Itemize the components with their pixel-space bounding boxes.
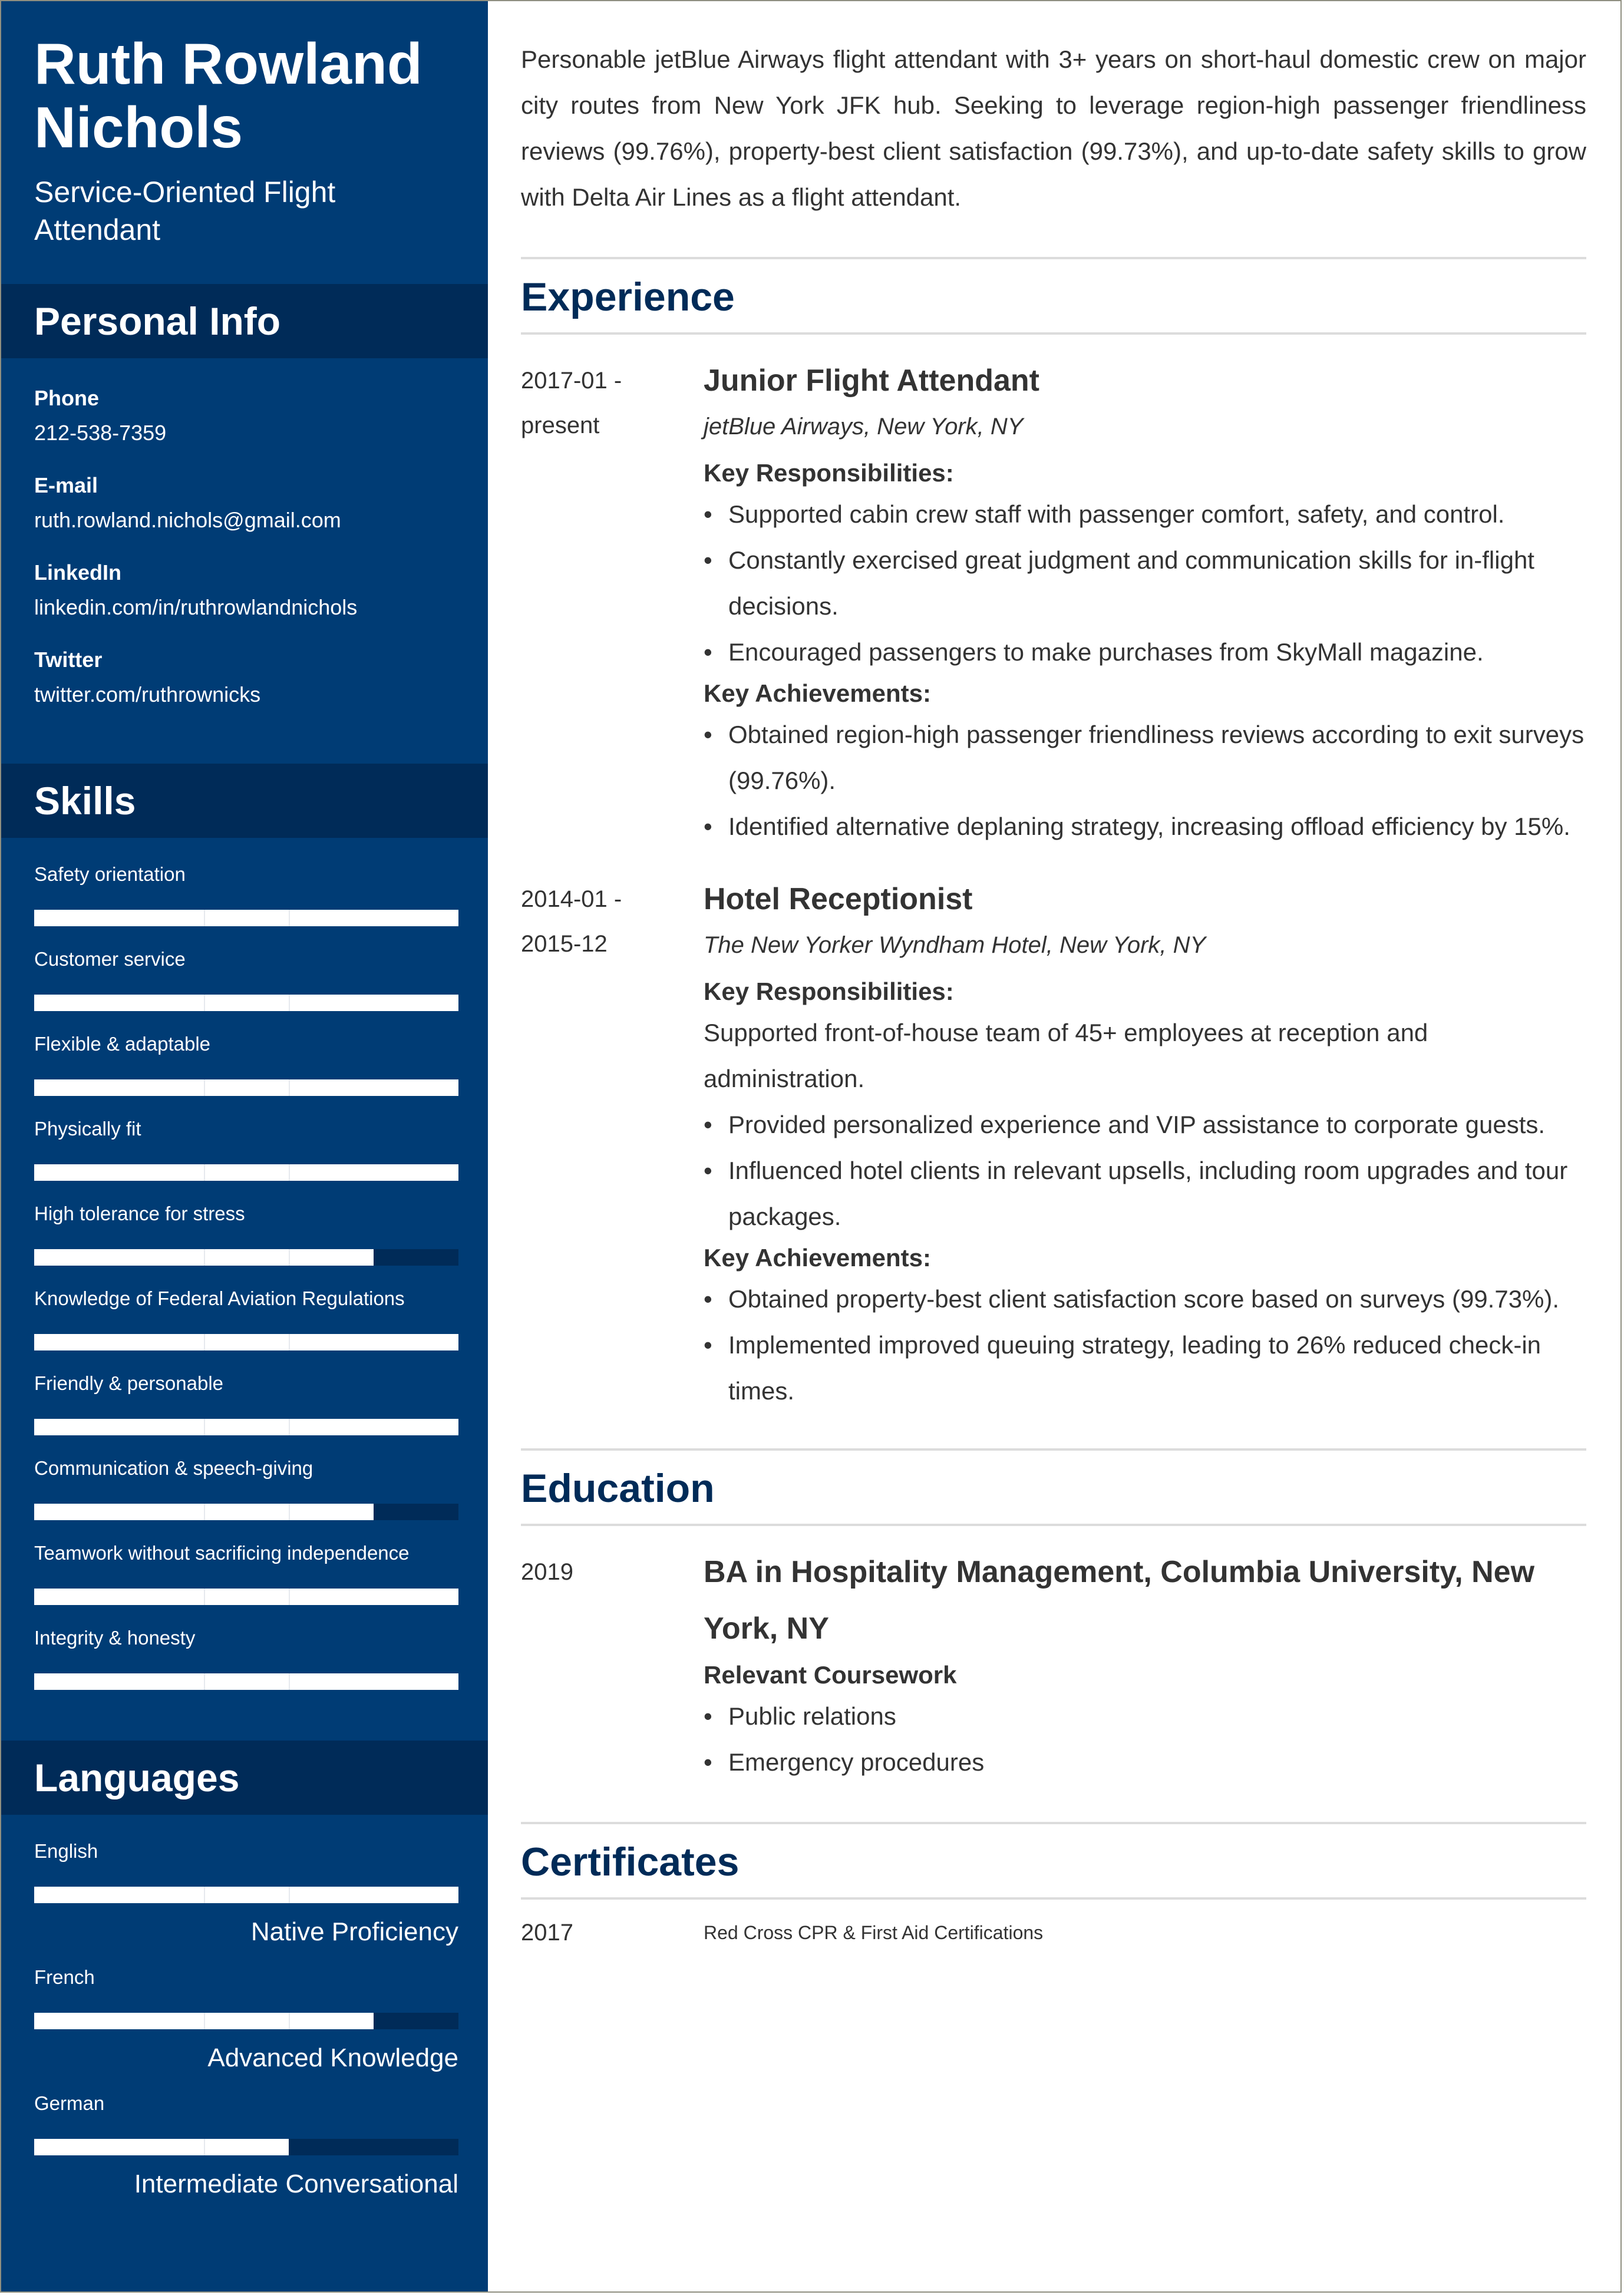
language-item — [34, 2087, 458, 2213]
bar-divider — [289, 1589, 290, 1605]
responsibilities-label: Key Responsibilities: — [704, 459, 954, 487]
skill-item — [34, 1028, 455, 1112]
level-fill — [34, 995, 458, 1011]
skill-label: Teamwork without sacrificing independence — [34, 1542, 410, 1564]
employer: jetBlue Airways, New York, NY — [704, 414, 1024, 440]
responsibilities-label: Key Responsibilities: — [704, 978, 954, 1005]
responsibility-item: • Encouraged passengers to make purchases from SkyMall magazine. — [704, 629, 1586, 675]
language-label: French — [34, 1966, 95, 1988]
level-fill — [34, 1673, 458, 1690]
skill-label: Safety orientation — [34, 863, 186, 885]
linkedin-value[interactable]: linkedin.com/in/ruthrowlandnichols — [34, 595, 358, 619]
language-proficiency: Advanced Knowledge — [207, 2043, 458, 2072]
bar-divider — [289, 910, 290, 926]
experience-body — [704, 358, 1586, 850]
twitter-value[interactable]: twitter.com/ruthrownicks — [34, 682, 261, 706]
level-fill — [34, 1164, 458, 1181]
level-fill — [34, 1887, 458, 1903]
language-proficiency: Native Proficiency — [250, 1917, 458, 1946]
responsibility-item: • Provided personalized experience and VIP assistance to corporate guests. — [704, 1102, 1586, 1148]
experience-body — [704, 877, 1586, 1414]
bar-divider — [204, 1249, 205, 1266]
info-label: Phone — [34, 386, 100, 410]
skill-level-bar — [34, 995, 458, 1011]
skills-heading: Skills — [1, 764, 488, 838]
experience-heading: Experience — [521, 275, 735, 319]
language-proficiency: Intermediate Conversational — [134, 2169, 458, 2198]
bar-divider — [289, 995, 290, 1011]
language-item — [34, 1835, 458, 1961]
language-label: English — [34, 1840, 98, 1862]
bar-divider — [289, 1673, 290, 1690]
responsibilities-list — [704, 1102, 1586, 1240]
skill-level-bar — [34, 1164, 458, 1181]
divider — [521, 1897, 1586, 1900]
languages-heading: Languages — [1, 1741, 488, 1815]
experience-date: 2017-01 - present — [521, 368, 622, 438]
achievements-list — [704, 1276, 1586, 1414]
bar-divider — [289, 1887, 290, 1903]
achievements-label: Key Achievements: — [704, 679, 931, 707]
skill-label: Customer service — [34, 948, 186, 970]
bar-divider — [289, 1419, 290, 1435]
skills-list — [1, 838, 488, 1741]
skill-level-bar — [34, 1589, 458, 1605]
skill-label: Knowledge of Federal Aviation Regulations — [34, 1287, 405, 1309]
coursework-list — [704, 1693, 1586, 1785]
skill-item — [34, 943, 455, 1028]
skill-level-bar — [34, 1419, 458, 1435]
experience-entry — [521, 358, 1586, 850]
job-title: Junior Flight Attendant — [704, 364, 1039, 398]
candidate-name: Ruth Rowland Nichols — [34, 31, 422, 160]
skill-level-bar — [34, 1504, 458, 1520]
skill-label: Physically fit — [34, 1118, 141, 1140]
languages-list — [1, 1815, 488, 2213]
level-fill — [34, 1334, 458, 1350]
bar-divider — [289, 1504, 290, 1520]
certificate-text: Red Cross CPR & First Aid Certifications — [704, 1922, 1044, 1943]
skill-level-bar — [34, 1673, 458, 1690]
info-email — [34, 469, 455, 539]
bar-divider — [204, 2013, 205, 2029]
bar-divider — [289, 1079, 290, 1096]
info-twitter — [34, 643, 455, 713]
language-level-bar — [34, 2139, 458, 2155]
bar-divider — [289, 2013, 290, 2029]
bar-divider — [204, 1673, 205, 1690]
profile-summary: Personable jetBlue Airways flight attendant with 3+ years on short-haul domestic crew on major city routes from New York JFK hub. Seeking to leverage region-high passenger friendliness reviews (99.76%), property-best client satisfaction (99.73%), and up-to-date safety skills to grow with Delta Air Lines as a flight attendant. — [521, 45, 1586, 211]
certificate-body — [704, 1910, 1586, 1955]
level-fill — [34, 1419, 458, 1435]
experience-list — [521, 358, 1586, 1414]
responsibility-item: • Influenced hotel clients in relevant upsells, including room upgrades and tour packages. — [704, 1148, 1586, 1240]
skill-level-bar — [34, 910, 458, 926]
skill-label: High tolerance for stress — [34, 1203, 245, 1224]
skill-label: Flexible & adaptable — [34, 1033, 211, 1055]
level-fill — [34, 910, 458, 926]
level-fill — [34, 2139, 289, 2155]
language-label: German — [34, 2092, 105, 2114]
bar-divider — [204, 2139, 205, 2155]
bar-divider — [204, 1589, 205, 1605]
skill-level-bar — [34, 1079, 458, 1096]
info-linkedin — [34, 556, 455, 626]
info-label: E-mail — [34, 473, 98, 497]
language-level-bar — [34, 2013, 458, 2029]
experience-date: 2014-01 - 2015-12 — [521, 886, 622, 957]
skill-label: Communication & speech-giving — [34, 1457, 313, 1479]
certificates-heading: Certificates — [521, 1840, 740, 1884]
info-phone — [34, 382, 455, 451]
employer: The New Yorker Wyndham Hotel, New York, NY — [704, 932, 1206, 958]
coursework-item: • Emergency procedures — [704, 1739, 1586, 1785]
responsibility-item: • Constantly exercised great judgment and communication skills for in-flight decisions. — [704, 537, 1586, 629]
skill-item — [34, 1197, 455, 1282]
personal-info-list — [1, 358, 488, 764]
main-content — [488, 1, 1620, 2291]
certificate-entry — [521, 1910, 1586, 1955]
education-date: 2019 — [521, 1559, 573, 1585]
job-title: Hotel Receptionist — [704, 882, 973, 916]
bar-divider — [204, 910, 205, 926]
header-block — [1, 1, 488, 284]
skill-level-bar — [34, 1334, 458, 1350]
bar-divider — [204, 1334, 205, 1350]
achievements-label: Key Achievements: — [704, 1244, 931, 1272]
bar-divider — [204, 1504, 205, 1520]
achievement-item: • Identified alternative deplaning strategy, increasing offload efficiency by 15%. — [704, 804, 1586, 850]
email-value[interactable]: ruth.rowland.nichols@gmail.com — [34, 508, 341, 532]
bar-divider — [204, 1079, 205, 1096]
skill-item — [34, 1452, 455, 1537]
degree-title: BA in Hospitality Management, Columbia University, New York, NY — [704, 1555, 1535, 1646]
education-heading: Education — [521, 1466, 715, 1511]
bar-divider — [204, 1419, 205, 1435]
responsibilities-list — [704, 491, 1586, 675]
skill-item — [34, 1282, 455, 1367]
bar-divider — [204, 1164, 205, 1181]
phone-value: 212-538-7359 — [34, 421, 167, 445]
personal-info-heading: Personal Info — [1, 284, 488, 358]
bar-divider — [204, 1887, 205, 1903]
skill-label: Integrity & honesty — [34, 1627, 196, 1649]
coursework-label: Relevant Coursework — [704, 1661, 957, 1689]
skill-level-bar — [34, 1249, 458, 1266]
achievement-item: • Implemented improved queuing strategy, leading to 26% reduced check-in times. — [704, 1322, 1586, 1414]
achievements-list — [704, 712, 1586, 850]
bar-divider — [204, 995, 205, 1011]
level-fill — [34, 1589, 458, 1605]
info-label: Twitter — [34, 648, 103, 672]
responsibility-item: • Supported cabin crew staff with passenger comfort, safety, and control. — [704, 491, 1586, 537]
language-item — [34, 1961, 458, 2087]
info-label: LinkedIn — [34, 560, 122, 585]
skill-item — [34, 1622, 455, 1706]
skill-item — [34, 1112, 455, 1197]
bar-divider — [289, 1334, 290, 1350]
coursework-item: • Public relations — [704, 1693, 1586, 1739]
education-entry — [521, 1550, 1586, 1785]
level-fill — [34, 1079, 458, 1096]
education-body — [704, 1550, 1586, 1785]
bar-divider — [289, 1249, 290, 1266]
language-level-bar — [34, 1887, 458, 1903]
certificate-date: 2017 — [521, 1920, 573, 1946]
skill-item — [34, 1537, 455, 1622]
achievement-item: • Obtained region-high passenger friendliness reviews according to exit surveys (99.76%). — [704, 712, 1586, 804]
skill-item — [34, 1367, 455, 1452]
responsibilities-intro: Supported front-of-house team of 45+ employees at reception and administration. — [704, 1019, 1428, 1092]
skill-label: Friendly & personable — [34, 1372, 224, 1394]
divider — [521, 1524, 1586, 1526]
achievement-item: • Obtained property-best client satisfaction score based on surveys (99.73%). — [704, 1276, 1586, 1322]
skill-item — [34, 858, 455, 943]
sidebar — [1, 1, 488, 2291]
bar-divider — [289, 1164, 290, 1181]
candidate-title: Service-Oriented Flight Attendant — [34, 176, 336, 246]
divider — [521, 332, 1586, 335]
experience-entry — [521, 877, 1586, 1414]
